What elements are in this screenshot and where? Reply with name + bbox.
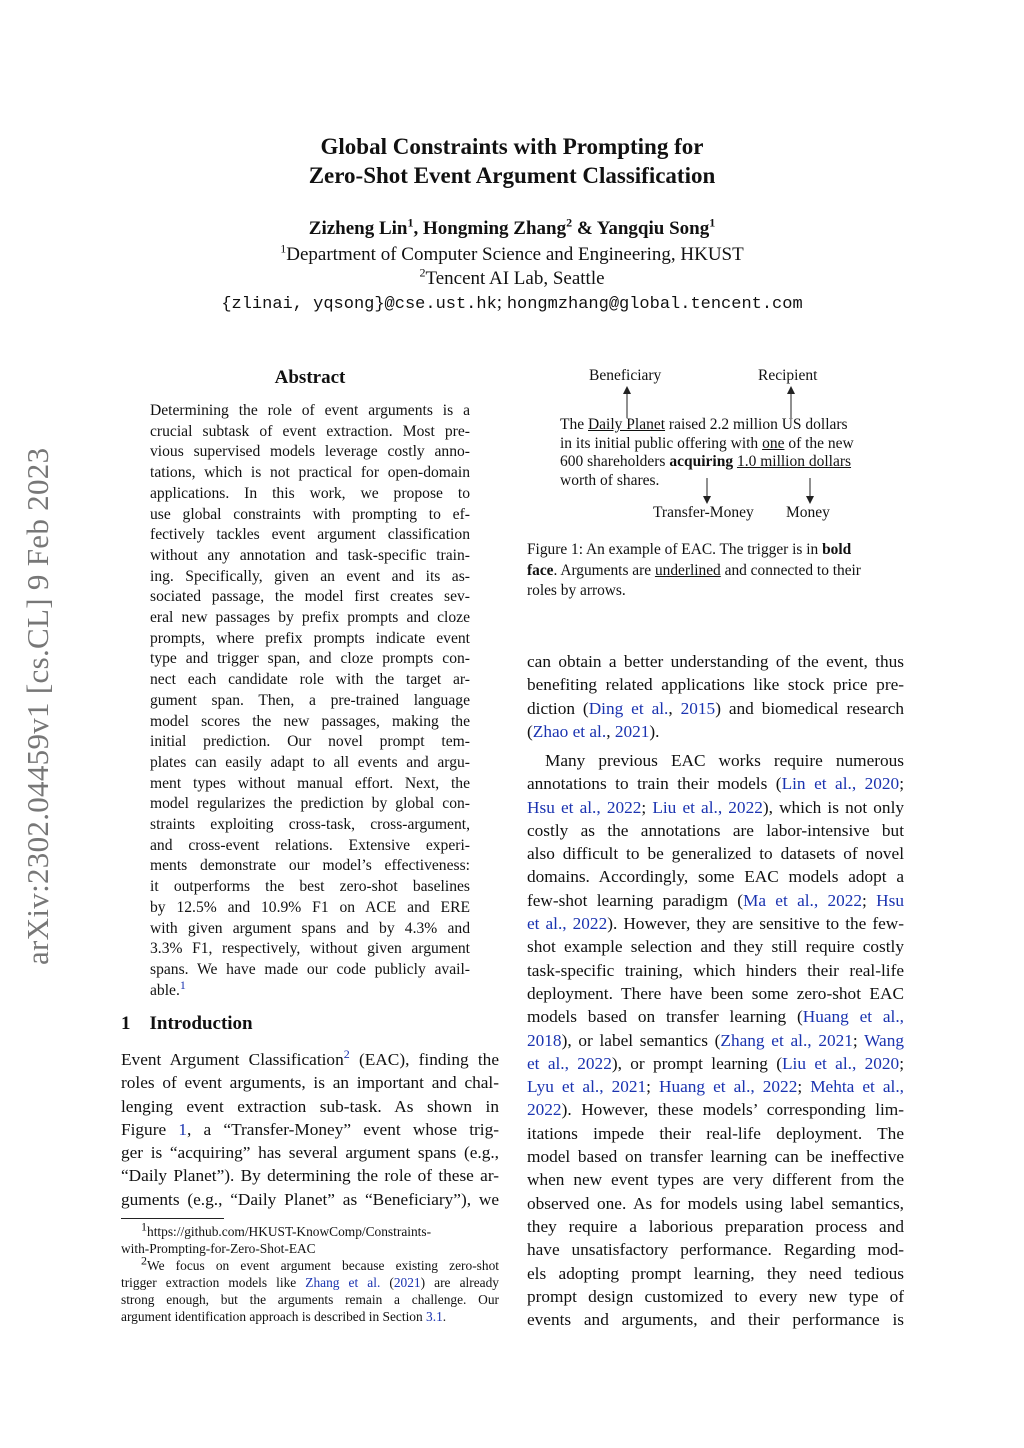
footnote-2-line: argument identification approach is described in Section 3.1. <box>121 1309 447 1324</box>
author-list <box>0 217 1024 241</box>
abstract-line: it outperforms the best zero-shot baselines <box>150 878 470 896</box>
abstract-line: use global constraints with prompting to ef- <box>150 505 470 523</box>
caption-underlined: underlined <box>654 561 721 579</box>
text-line: Event Argument Classification$^2$ (EAC), finding the <box>121 1047 499 1069</box>
abstract-line: ing. Specifically, given an event and its as- <box>150 567 470 585</box>
text-line: roles of event arguments, is an important and chal- <box>121 1073 499 1093</box>
citation-link[interactable]: 2015 <box>680 698 716 718</box>
footnote-1-url[interactable]: https://github.com/HKUST-KnowComp/Constraints- <box>147 1224 432 1239</box>
abstract-line: initial prediction. Our novel prompt tem- <box>150 733 470 751</box>
text-line: observed one. As for models using label semantics, <box>527 1193 904 1213</box>
figure-1 <box>527 360 904 530</box>
text-line: when new event types are very different from the <box>527 1170 904 1190</box>
text-line: task-specific training, which hinders their real-life <box>527 960 904 980</box>
section-number: 1 <box>121 1013 131 1034</box>
abstract-line: applications. In this work, we propose to <box>150 484 470 502</box>
footnote-rule <box>121 1218 224 1219</box>
citation-link[interactable]: 2022 <box>527 1100 562 1120</box>
footnote-2-line: trigger extraction models like Zhang et al. (2021) are already <box>121 1275 499 1290</box>
affil-marker: 2 <box>419 265 426 280</box>
figure-text-line: The Daily Planet raised 2.2 million US dollars <box>560 416 848 433</box>
argument-daily-planet: Daily Planet <box>587 416 666 433</box>
abstract-line: without any annotation and task-specific train- <box>150 546 470 564</box>
text-line: ger is “acquiring” has several argument spans (e.g., <box>121 1143 499 1163</box>
affiliation-text: Department of Computer Science and Engineering, HKUST <box>286 244 744 265</box>
abstract-line: with given argument spans and by 4.3% and <box>150 919 470 937</box>
affiliation-2 <box>0 267 1024 291</box>
email-2[interactable]: hongmzhang@global.tencent.com <box>506 295 803 314</box>
section-title: Introduction <box>149 1013 253 1034</box>
footnote-ref-1[interactable]: 1 <box>179 977 186 992</box>
citation-link[interactable]: Ding et al. <box>588 698 669 718</box>
trigger-acquiring: acquiring <box>669 453 734 470</box>
text-line: deployment. There have been some zero-shot EAC <box>527 983 904 1003</box>
text-line: (Zhao et al., 2021). <box>527 721 660 741</box>
text-line: Many previous EAC works require numerous <box>545 751 904 770</box>
text-line: guments (e.g., “Daily Planet” as “Beneficiary”), we <box>121 1189 499 1209</box>
text-line: prompt design customized to every new type of <box>527 1286 904 1306</box>
abstract-line: plates can easily adapt to all events and argu- <box>150 753 470 771</box>
footnote-ref-2[interactable]: 2 <box>343 1047 350 1062</box>
email-sep: ; <box>496 292 507 313</box>
role-label-money: Money <box>786 504 830 521</box>
intro-paragraph <box>121 1048 499 1211</box>
abstract-line: sociated passage, the model first creates sev- <box>150 588 470 606</box>
footnote-1-cont[interactable]: with-Prompting-for-Zero-Shot-EAC <box>121 1241 316 1256</box>
text-line: annotations to train their models (Lin et al., 2020; <box>527 774 904 794</box>
citation-link[interactable]: 2021 <box>614 721 650 741</box>
text-line: et al., 2022). However, they are sensitive to the few- <box>527 914 904 934</box>
caption-bold: bold <box>822 541 852 558</box>
author-1: Zizheng Lin <box>308 218 408 239</box>
text-line: diction (Ding et al., 2015) and biomedical research <box>527 698 905 718</box>
citation-link[interactable]: Ma et al., 2022 <box>742 890 863 910</box>
figure-ref-1[interactable]: 1 <box>178 1119 187 1139</box>
footnote-2-line: strong enough, but the arguments remain a challenge. Our <box>121 1292 499 1307</box>
text-line: costly as the annotations are labor-intensive but <box>527 820 904 840</box>
argument-money: 1.0 million dollars <box>736 453 852 470</box>
citation-link[interactable]: Lin et al., 2020 <box>781 774 900 794</box>
abstract-line: ments demonstrate our model’s effectiveness: <box>150 857 470 875</box>
abstract-heading: Abstract <box>274 367 346 388</box>
email-group-1[interactable]: {zlinai, yqsong}@cse.ust.hk <box>221 295 497 314</box>
citation-link[interactable]: Hsu <box>876 890 904 910</box>
abstract-body <box>150 401 470 1001</box>
abstract-line: by 12.5% and 10.9% F1 on ACE and ERE <box>150 898 470 916</box>
abstract-line: model scores the new passages, making the <box>150 712 470 730</box>
citation-link[interactable]: Hsu et al., 2022 <box>527 797 642 817</box>
citation-link[interactable]: Zhang et al., 2021 <box>720 1030 853 1050</box>
section-heading-introduction <box>121 1013 253 1035</box>
role-label-transfer-money: Transfer-Money <box>653 504 754 521</box>
text-line: 2022). However, these models’ corresponding lim- <box>527 1100 904 1120</box>
citation-link[interactable]: Zhao et al. <box>532 721 607 741</box>
figure-text-line: in its initial public offering with one of the new <box>560 434 854 452</box>
text-line: 2018), or label semantics (Zhang et al., 2021; Wang <box>527 1030 904 1050</box>
citation-link[interactable]: Lyu et al., 2021 <box>527 1077 647 1097</box>
caption-bold: face <box>527 561 554 579</box>
text-line: Lyu et al., 2021; Huang et al., 2022; Mehta et al., <box>527 1077 904 1097</box>
figure-sentence <box>560 416 854 490</box>
citation-link[interactable]: Liu et al., 2022 <box>652 797 763 817</box>
citation-link[interactable]: 2018 <box>527 1030 562 1050</box>
author-sep: , <box>413 218 424 239</box>
abstract-line: spans. We have made our code publicly avail- <box>150 960 470 978</box>
figure-text-line: 600 shareholders acquiring 1.0 million dollars <box>560 453 852 470</box>
text-line: have unsatisfactory performance. Regarding mod- <box>527 1240 904 1260</box>
affil-marker: 1 <box>280 241 287 256</box>
abstract-line: fectively tackles event argument classification <box>150 526 470 544</box>
text-line: few-shot learning paradigm (Ma et al., 2022; Hsu <box>527 890 904 910</box>
citation-link[interactable]: Liu et al., 2020 <box>782 1053 900 1073</box>
author-1-affil: 1 <box>407 215 414 230</box>
affiliation-text: Tencent AI Lab, Seattle <box>425 268 605 289</box>
abstract-line <box>150 977 470 1002</box>
text-line: benefiting related applications like stock price pre- <box>527 675 904 695</box>
citation-link[interactable]: Mehta et al., <box>810 1077 904 1097</box>
role-label-recipient: Recipient <box>758 367 818 384</box>
abstract-line: 3.3% F1, respectively, without given argument <box>150 940 470 958</box>
text-line: can obtain a better understanding of the event, thus <box>527 652 904 671</box>
author-sep: & <box>572 218 597 239</box>
text-line: models based on transfer learning (Huang et al., <box>527 1007 905 1027</box>
text-line: also difficult to be generalized to datasets of novel <box>527 844 904 864</box>
footnote-2: $^2$We focus on event argument because existing zero-shot <box>141 1253 499 1273</box>
abstract-line: nect each candidate role with the target ar- <box>150 671 470 689</box>
paper-title-line-1: Global Constraints with Prompting for <box>320 134 704 159</box>
footnotes <box>121 1219 499 1325</box>
author-emails <box>0 291 1024 317</box>
author-2: Hongming Zhang <box>423 218 567 239</box>
text-line: lenging event extraction sub-task. As shown in <box>121 1096 499 1116</box>
figure-text-line: worth of shares. <box>560 471 660 489</box>
abstract-line: crucial subtask of event extraction. Most pre- <box>150 422 470 440</box>
citation-link[interactable]: Huang et al., 2022 <box>659 1077 798 1097</box>
author-3-affil: 1 <box>709 215 716 230</box>
abstract-line: straints exploiting cross-task, cross-argument, <box>150 816 470 834</box>
role-label-beneficiary: Beneficiary <box>589 367 662 384</box>
paper-title-line-2: Zero-Shot Event Argument Classification <box>308 163 716 188</box>
text-line: itations impede their real-life deployment. The <box>527 1123 904 1143</box>
argument-one: one <box>762 434 785 452</box>
text-line: “Daily Planet”). By determining the role of these ar- <box>121 1166 499 1186</box>
abstract-line: ment types without manual effort. Next, the <box>150 774 470 792</box>
author-3: Yangqiu Song <box>596 218 710 239</box>
text-line: Figure 1, a “Transfer-Money” event whose trig- <box>121 1119 499 1139</box>
figure-1-caption: Figure 1: An example of EAC. The trigger is in bold face. Arguments are underlined and connected to their roles by arrows. <box>527 541 861 600</box>
text-line: shot example selection and they still require costly <box>527 937 904 957</box>
arxiv-sidebar-stamp: arXiv:2302.04459v1 [cs.CL] 9 Feb 2023 <box>20 447 55 965</box>
text-line: domains. Accordingly, some EAC models adopt a <box>527 867 904 887</box>
citation-link[interactable]: et al., 2022 <box>527 1053 612 1073</box>
citation-link[interactable]: Huang et al., <box>802 1007 905 1027</box>
text-line: they require a laborious preparation process and <box>527 1216 904 1236</box>
abstract-line: Determining the role of event arguments is a <box>150 402 470 419</box>
text-line: events and arguments, and their performance is <box>527 1310 904 1330</box>
citation-year-link[interactable]: 2021 <box>393 1275 421 1290</box>
abstract-line: type and trigger span, and cloze prompts con- <box>150 650 470 668</box>
text-line: et al., 2022), or prompt learning (Liu et al., 2020; <box>527 1053 904 1073</box>
abstract-line: tations, which is not practical for open-domain <box>150 464 470 482</box>
citation-link[interactable]: Zhang et al. <box>305 1275 381 1290</box>
right-column-paragraph-2 <box>527 749 904 1331</box>
abstract-line: gument span. Then, a pre-trained language <box>150 691 470 709</box>
author-2-affil: 2 <box>566 215 573 230</box>
right-column-paragraph-1 <box>527 650 904 743</box>
text-line: model based on transfer learning can be ineffective <box>527 1147 904 1167</box>
affiliation-1 <box>0 243 1024 267</box>
abstract-line: eral new passages by prefix prompts and cloze <box>150 609 470 627</box>
section-ref-link[interactable]: 3.1 <box>426 1309 443 1324</box>
abstract-line: prompts, where prefix prompts indicate event <box>150 629 470 647</box>
citation-link[interactable]: Wang <box>864 1030 904 1050</box>
text-line: Hsu et al., 2022; Liu et al., 2022), which is not only <box>527 797 905 817</box>
footnote-1: $^1$https://github.com/HKUST-KnowComp/Constraints- <box>141 1219 432 1239</box>
abstract-last-text: able. <box>150 981 180 999</box>
abstract-line: and cross-event relations. Extensive experi- <box>150 836 470 854</box>
abstract-line: model regularizes the prediction by global con- <box>150 795 470 813</box>
citation-link[interactable]: et al., 2022 <box>527 914 608 934</box>
abstract-line: vious supervised models leverage costly anno- <box>150 443 470 461</box>
text-line: els adopting prompt learning, they need tedious <box>527 1263 904 1283</box>
